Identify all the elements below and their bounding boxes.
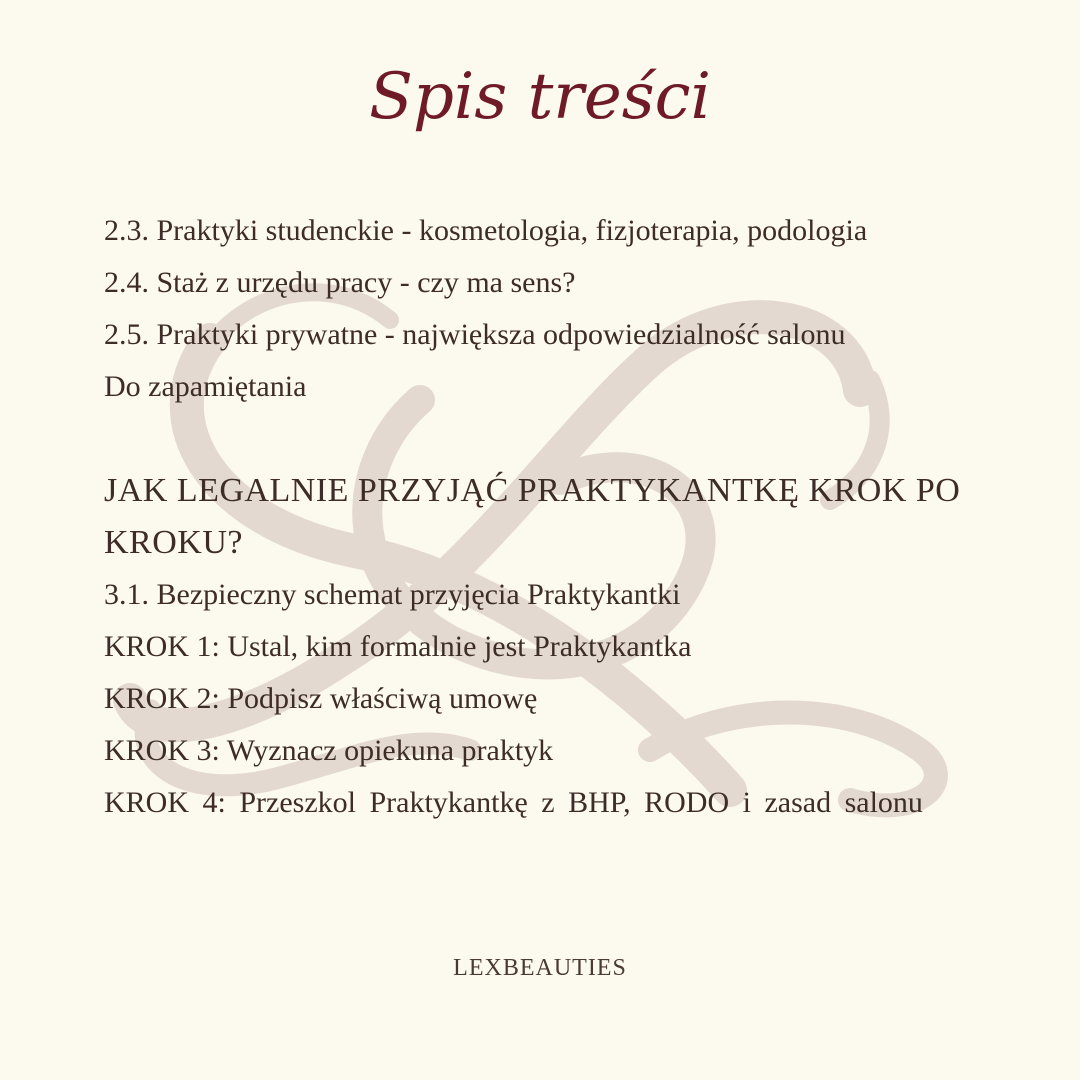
toc-item: 2.4. Staż z urzędu pracy - czy ma sens? xyxy=(104,266,576,299)
section-heading: JAK LEGALNIE PRZYJĄĆ PRAKTYKANTKĘ KROK PO KROKU? xyxy=(104,472,961,561)
table-of-contents xyxy=(104,205,976,829)
brand-footer: LEXBEAUTIES xyxy=(453,955,627,981)
toc-item: 2.3. Praktyki studenckie - kosmetologia, fizjoterapia, podologia xyxy=(104,214,868,247)
toc-item: 2.5. Praktyki prywatne - największa odpowiedzialność salonu xyxy=(104,318,846,351)
toc-item: KROK 1: Ustal, kim formalnie jest Praktykantka xyxy=(104,630,692,663)
section-spacer xyxy=(104,413,976,465)
toc-item: Do zapamiętania xyxy=(104,370,307,403)
toc-item: 3.1. Bezpieczny schemat przyjęcia Praktykantki xyxy=(104,578,681,611)
toc-item: KROK 4: Przeszkol Praktykantkę z BHP, RODO i zasad salonu xyxy=(104,786,923,819)
toc-item: KROK 3: Wyznacz opiekuna praktyk xyxy=(104,734,554,767)
toc-item: KROK 2: Podpisz właściwą umowę xyxy=(104,682,538,715)
page-title: Spis treści xyxy=(369,60,711,134)
